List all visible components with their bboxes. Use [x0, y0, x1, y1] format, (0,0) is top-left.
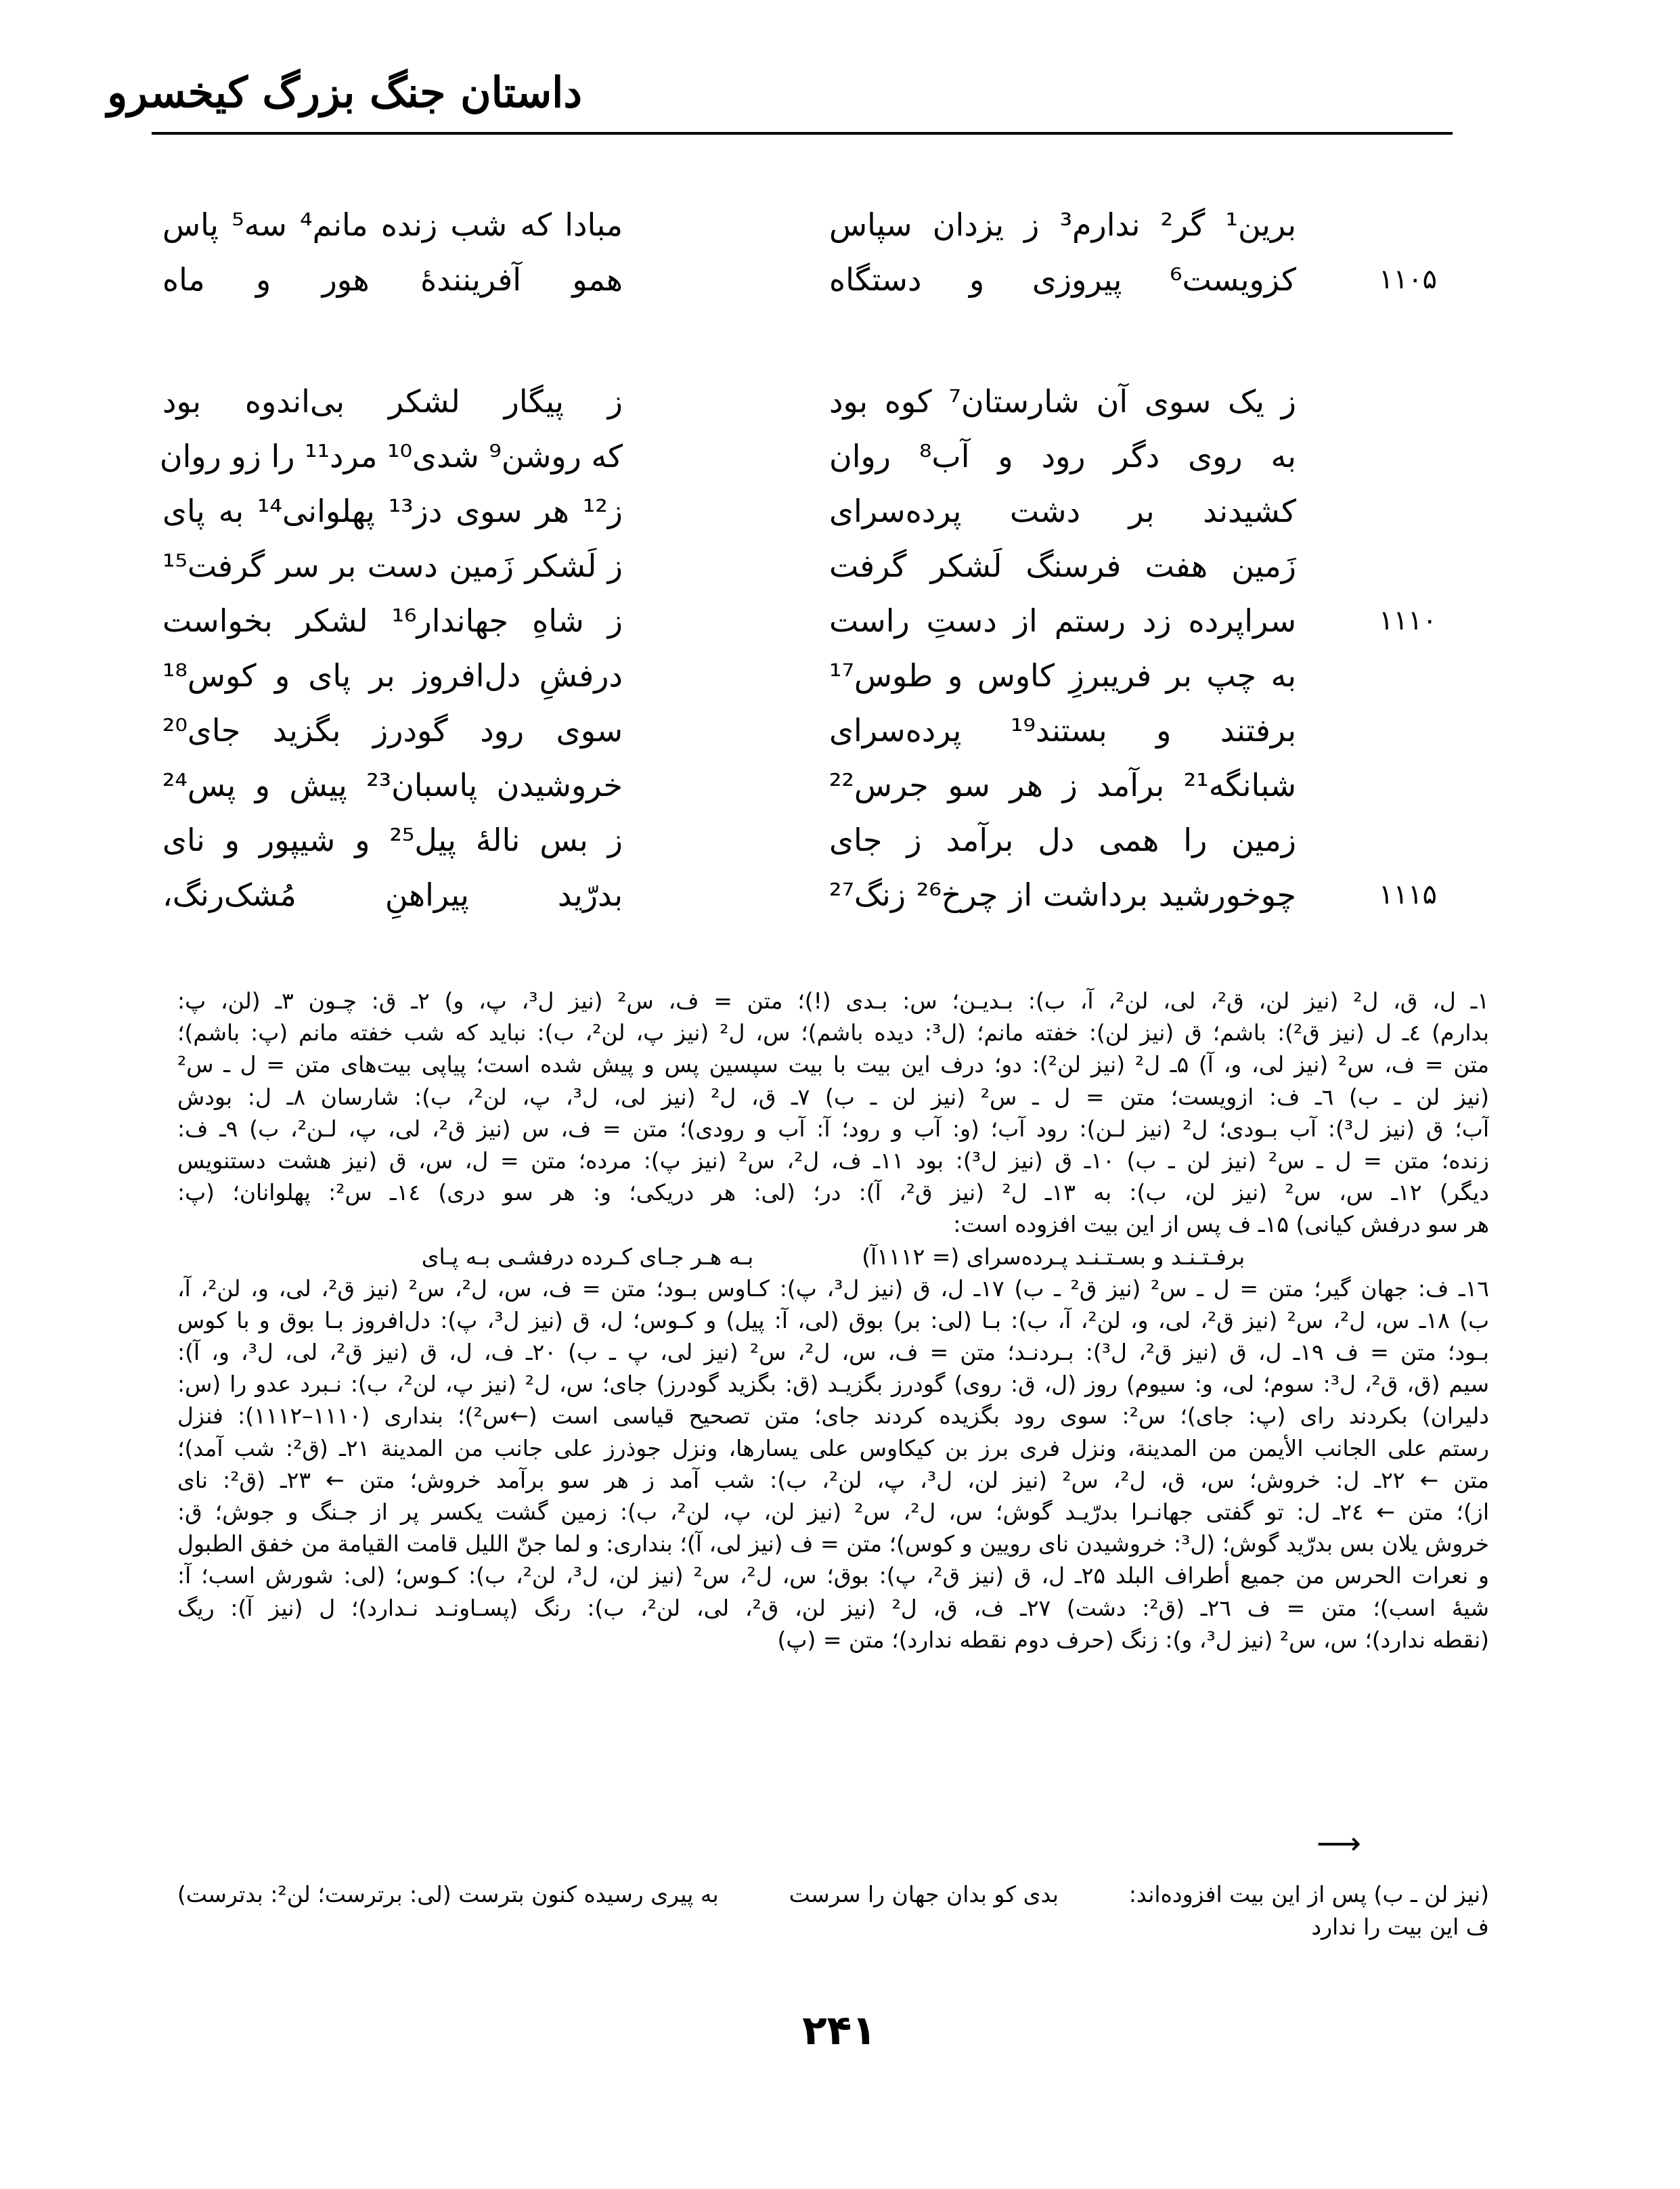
verse-first-hemistich: سراپرده زد رستم از دستِ راست	[829, 602, 1296, 639]
header-rule	[152, 132, 1453, 135]
verse-second-hemistich: ز¹² هر سوی دز¹³ پهلوانی¹⁴ به پای	[162, 493, 623, 529]
verse-second-hemistich: ز بس نالهٔ پیل²⁵ و شیپور و نای	[162, 822, 623, 858]
footnote-line: خروش یلان بس بدرّید گوش؛ (ل³: خروشیدن نای رویین و کوس)؛ متن = ف (نیز لی، آ)؛ بنداری: و لما جنّ اللیل قامت القیامة من خفق الطبول	[177, 1530, 1489, 1557]
verse-line-number: ۱۱۱۵	[1379, 879, 1437, 910]
addendum-line	[177, 1878, 1489, 1911]
verse-row	[162, 868, 1449, 923]
verse-second-hemistich: سوی رود گودرز بگزید جای²⁰	[162, 712, 623, 749]
footnote-line: ۱٦ـ ف: جهان گیر؛ متن = ل ـ س² (نیز ق² ـ ب) ۱۷ـ ل، ق (نیز ل³، پ): کـاوس بـود؛ متن = ف، س، ل²، س² (نیز ق²، لی، و، لن²، آ،	[177, 1275, 1489, 1302]
footnote-line: زنده؛ متن = ل ـ س² (نیز لن ـ ب) ۱۰ـ ق (نیز ل³): بود ۱۱ـ ف، ل²، س² (نیز پ): مرده؛ متن = ل، س، ق (نیز هشت دستنویس	[177, 1147, 1489, 1174]
addendum-line: ف این بیت را ندارد	[1311, 1914, 1489, 1940]
verse-row	[162, 539, 1449, 594]
page-number: ۲۴۱	[802, 2007, 877, 2054]
footnotes-section	[177, 985, 1489, 1656]
footnote-line: متن ← ۲۲ـ ل: خروش؛ س، ق، ل²، س² (نیز لن، ل³، پ، لن²، ب): شب آمد ز هر سو برآمد خروش؛ متن ← ۲۳ـ (ق²: نای	[177, 1466, 1489, 1493]
verse-first-hemistich: کزویست⁶ پیروزی و دستگاه	[829, 261, 1296, 298]
verse-block-2	[159, 374, 1449, 923]
footnote-line: ب) ۱۸ـ س، ل²، س² (نیز ق²، لی، و، لن²، آ، ب): بـا (لی: بر) بوق (لی، آ: پیل) و کـوس؛ ل، ق (نیز ل³، پ): دل‌افروز بـا بوق و با کوس	[177, 1306, 1489, 1333]
footnote-line: شیهٔ اسب)؛ متن = ف ۲٦ـ (ق²: دشت) ۲۷ـ ف، ق، ل² (نیز لن، ق²، لی، لن²، ب): رنگ (پسـاونـد نـدارد)؛ ل (نیز آ): ریگ	[177, 1594, 1489, 1621]
addendum-second-hemistich: به پیری رسیده کنون بترست (لی: برترست؛ لن²: بدترست)	[177, 1881, 719, 1907]
verse-row	[162, 198, 1449, 252]
verse-second-hemistich: خروشیدن پاسبان²³ پیش و پس²⁴	[162, 767, 623, 803]
verse-second-hemistich: بدرّید پیراهنِ مُشک‌رنگ،	[162, 877, 623, 913]
footnote-added-couplet	[177, 1241, 1489, 1273]
footnote-line: بدارم) ٤ـ ل (نیز ق²): باشم؛ ق (نیز لن): خفته مانم؛ (ل³: دیده باشم)؛ س، ل² (نیز پ، لن²، ب): نباید که شب خفته مانم (پ: باشم)؛	[177, 1019, 1489, 1046]
verse-row	[159, 429, 1449, 484]
verse-second-hemistich: ز لَشکر زَمین دست بر سر گرفت¹⁵	[162, 548, 623, 584]
verse-second-hemistich: ز شاهِ جهاندار¹⁶ لشکر بخواست	[162, 602, 623, 639]
verse-second-hemistich: همو آفرینندهٔ هور و ماه	[162, 261, 623, 298]
footnote-line: (نیز لن ـ ب) ٦ـ ف: ازویست؛ متن = ل ـ س² (نیز لن ـ ب) ۷ـ ق، ل² (نیز لی، ل³، پ، لن²، ب): شارسان ۸ـ ل: بودش	[177, 1083, 1489, 1110]
footnote-line: دلیران) بکردند رای (پ: جای)؛ س²: سوی رود بگزیده کردند جای؛ متن تصحیح قیاسی است (←س²)؛ بنداری (۱۱۱۰–۱۱۱۲): فنزل	[177, 1402, 1489, 1430]
verse-second-hemistich: مبادا که شب زنده مانم⁴ سه⁵ پاس	[162, 206, 623, 243]
footnote-line: بـود؛ متن = ف ۱۹ـ ل، ق (نیز ق²، ل³): بـردنـد؛ متن = ف، س، ل²، س² (نیز لی، پ ـ ب) ۲۰ـ ف، ل، ق (نیز ق²، لی، ل³، و، آ):	[177, 1339, 1489, 1366]
verse-first-hemistich: زَمین هفت فرسنگ لَشکر گرفت	[829, 548, 1296, 584]
verse-first-hemistich: برین¹ گر² ندارم³ ز یزدان سپاس	[829, 206, 1297, 243]
footnote-line: رستم علی الجانب الأیمن من المدینة، ونزل فری برز بن کیکاوس علی یسارها، ونزل جوذرز علی جانب من المدینة ۲۱ـ (ق²: شب آمد)؛	[177, 1434, 1489, 1461]
running-header-title: داستان جنگ بزرگ کیخسرو	[107, 68, 582, 117]
verse-first-hemistich: کشیدند بر دشت پرده‌سرای	[829, 493, 1296, 529]
couplet-second-hemistich: بـه هـر جـای کـرده درفشـی بـه پـای	[421, 1243, 754, 1270]
couplet-first-hemistich: برفـتـنـد و بسـتـنـد پـرده‌سرای (= ۱۱۱۲آ)	[862, 1243, 1245, 1270]
verse-row	[162, 252, 1449, 307]
verse-second-hemistich: ز پیگار لشکر بی‌اندوه بود	[162, 383, 623, 420]
verse-row	[162, 758, 1449, 813]
verse-first-hemistich: زمین را همی دل برآمد ز جای	[829, 822, 1296, 858]
verse-first-hemistich: به چپ بر فریبرزِ کاوس و طوس¹⁷	[829, 657, 1296, 694]
footnote-line: متن = ف، س² (نیز لی، و، آ) ۵ـ ل² (نیز لن²): دو؛ درف این بیت با بیت سپسین پس و پیش شده است؛ پیاپی بیت‌های متن = ل ـ س²	[177, 1051, 1489, 1078]
footnote-line: سیم (ق، ق²، ل³: سوم؛ لی، و: سیوم) روز (ل، ق: روی) گودرز بگزیـد (ق: بگزید گودرز) جای؛ س، ل² (نیز پ، لن²، ب): نـبرد عدو را (س:	[177, 1371, 1489, 1398]
verse-row	[162, 813, 1449, 868]
verse-first-hemistich: ز یک سوی آن شارستان⁷ کوه بود	[829, 383, 1296, 420]
footnote-line: و نعرات الحرس من جمیع أطراف البلد ۲۵ـ ل، ق (نیز ق²، پ): بوق؛ س، ل²، س² (نیز لن، ل³، لن²، ب): کـوس؛ (لی: شورش اسب؛ آ:	[177, 1562, 1489, 1589]
addendum-first-hemistich: بدی کو بدان جهان را سرست	[789, 1881, 1059, 1907]
footnote-line: (نقطه ندارد)؛ س، س² (نیز ل³، و): زنگ (حرف دوم نقطه ندارد)؛ متن = (پ)	[777, 1626, 1489, 1653]
footnote-line: ۱ـ ل، ق، ل² (نیز لن، ق²، لی، لن²، آ، ب): بـدیـن؛ س: بـدی (!)؛ متن = ف، س² (نیز ل³، پ، و) ۲ـ ق: چـون ۳ـ (لن، پ:	[177, 988, 1489, 1014]
verse-first-hemistich: شبانگه²¹ برآمد ز هر سو جرس²²	[829, 767, 1296, 803]
verse-second-hemistich: درفشِ دل‌افروز بر پای و کوس¹⁸	[162, 657, 623, 694]
verse-line-number: ۱۱۱۰	[1379, 605, 1437, 636]
verse-row	[162, 374, 1449, 429]
footnote-line: آب؛ ق (نیز ل³): آب بـودی؛ ل² (نیز لـن): رود آب؛ (و: آب و رود؛ آ: آب و رودی)؛ متن = ف، س (نیز ق²، لی، پ، لـن²، ب) ۹ـ ف:	[177, 1115, 1489, 1142]
addendum-note	[177, 1878, 1489, 1943]
verse-line-number: ۱۱۰۵	[1379, 264, 1437, 295]
verse-row	[162, 484, 1449, 539]
verse-row	[162, 594, 1449, 648]
verse-block-1	[162, 198, 1449, 307]
addendum-intro: (نیز لن ـ ب) پس از این بیت افزوده‌اند:	[1128, 1881, 1489, 1907]
continued-arrow-icon: ⟶	[1317, 1825, 1361, 1861]
verse-row	[162, 703, 1449, 758]
footnote-line: هر سو درفش کیانی) ۱۵ـ ف پس از این بیت افزوده است:	[953, 1211, 1489, 1238]
verse-row	[162, 648, 1449, 703]
footnote-line: از)؛ متن ← ۲٤ـ ل: تو گفتی جهانـرا بدرّیـد گوش؛ س، ل²، س² (نیز لن، پ، لن²، ب): زمین گشت یکسر پر از جـنگ و جوش؛ ق:	[177, 1499, 1489, 1525]
verse-second-hemistich: که روشن⁹ شدی¹⁰ مرد¹¹ را زو روان	[159, 438, 623, 474]
verse-first-hemistich: به روی دگر رود و آب⁸ روان	[829, 438, 1296, 474]
verse-first-hemistich: برفتند و بستند¹⁹ پرده‌سرای	[829, 712, 1296, 749]
verse-first-hemistich: چوخورشید برداشت از چرخ²⁶ زنگ²⁷	[829, 877, 1296, 913]
footnote-line: دیگر) ۱۲ـ س، س² (نیز لن، ب): به ۱۳ـ ل² (نیز ق²، آ): در؛ (لی: هر دریکی؛ و: هر سو دری) ۱٤ـ س²: پهلوانان؛ (پ:	[177, 1179, 1489, 1206]
